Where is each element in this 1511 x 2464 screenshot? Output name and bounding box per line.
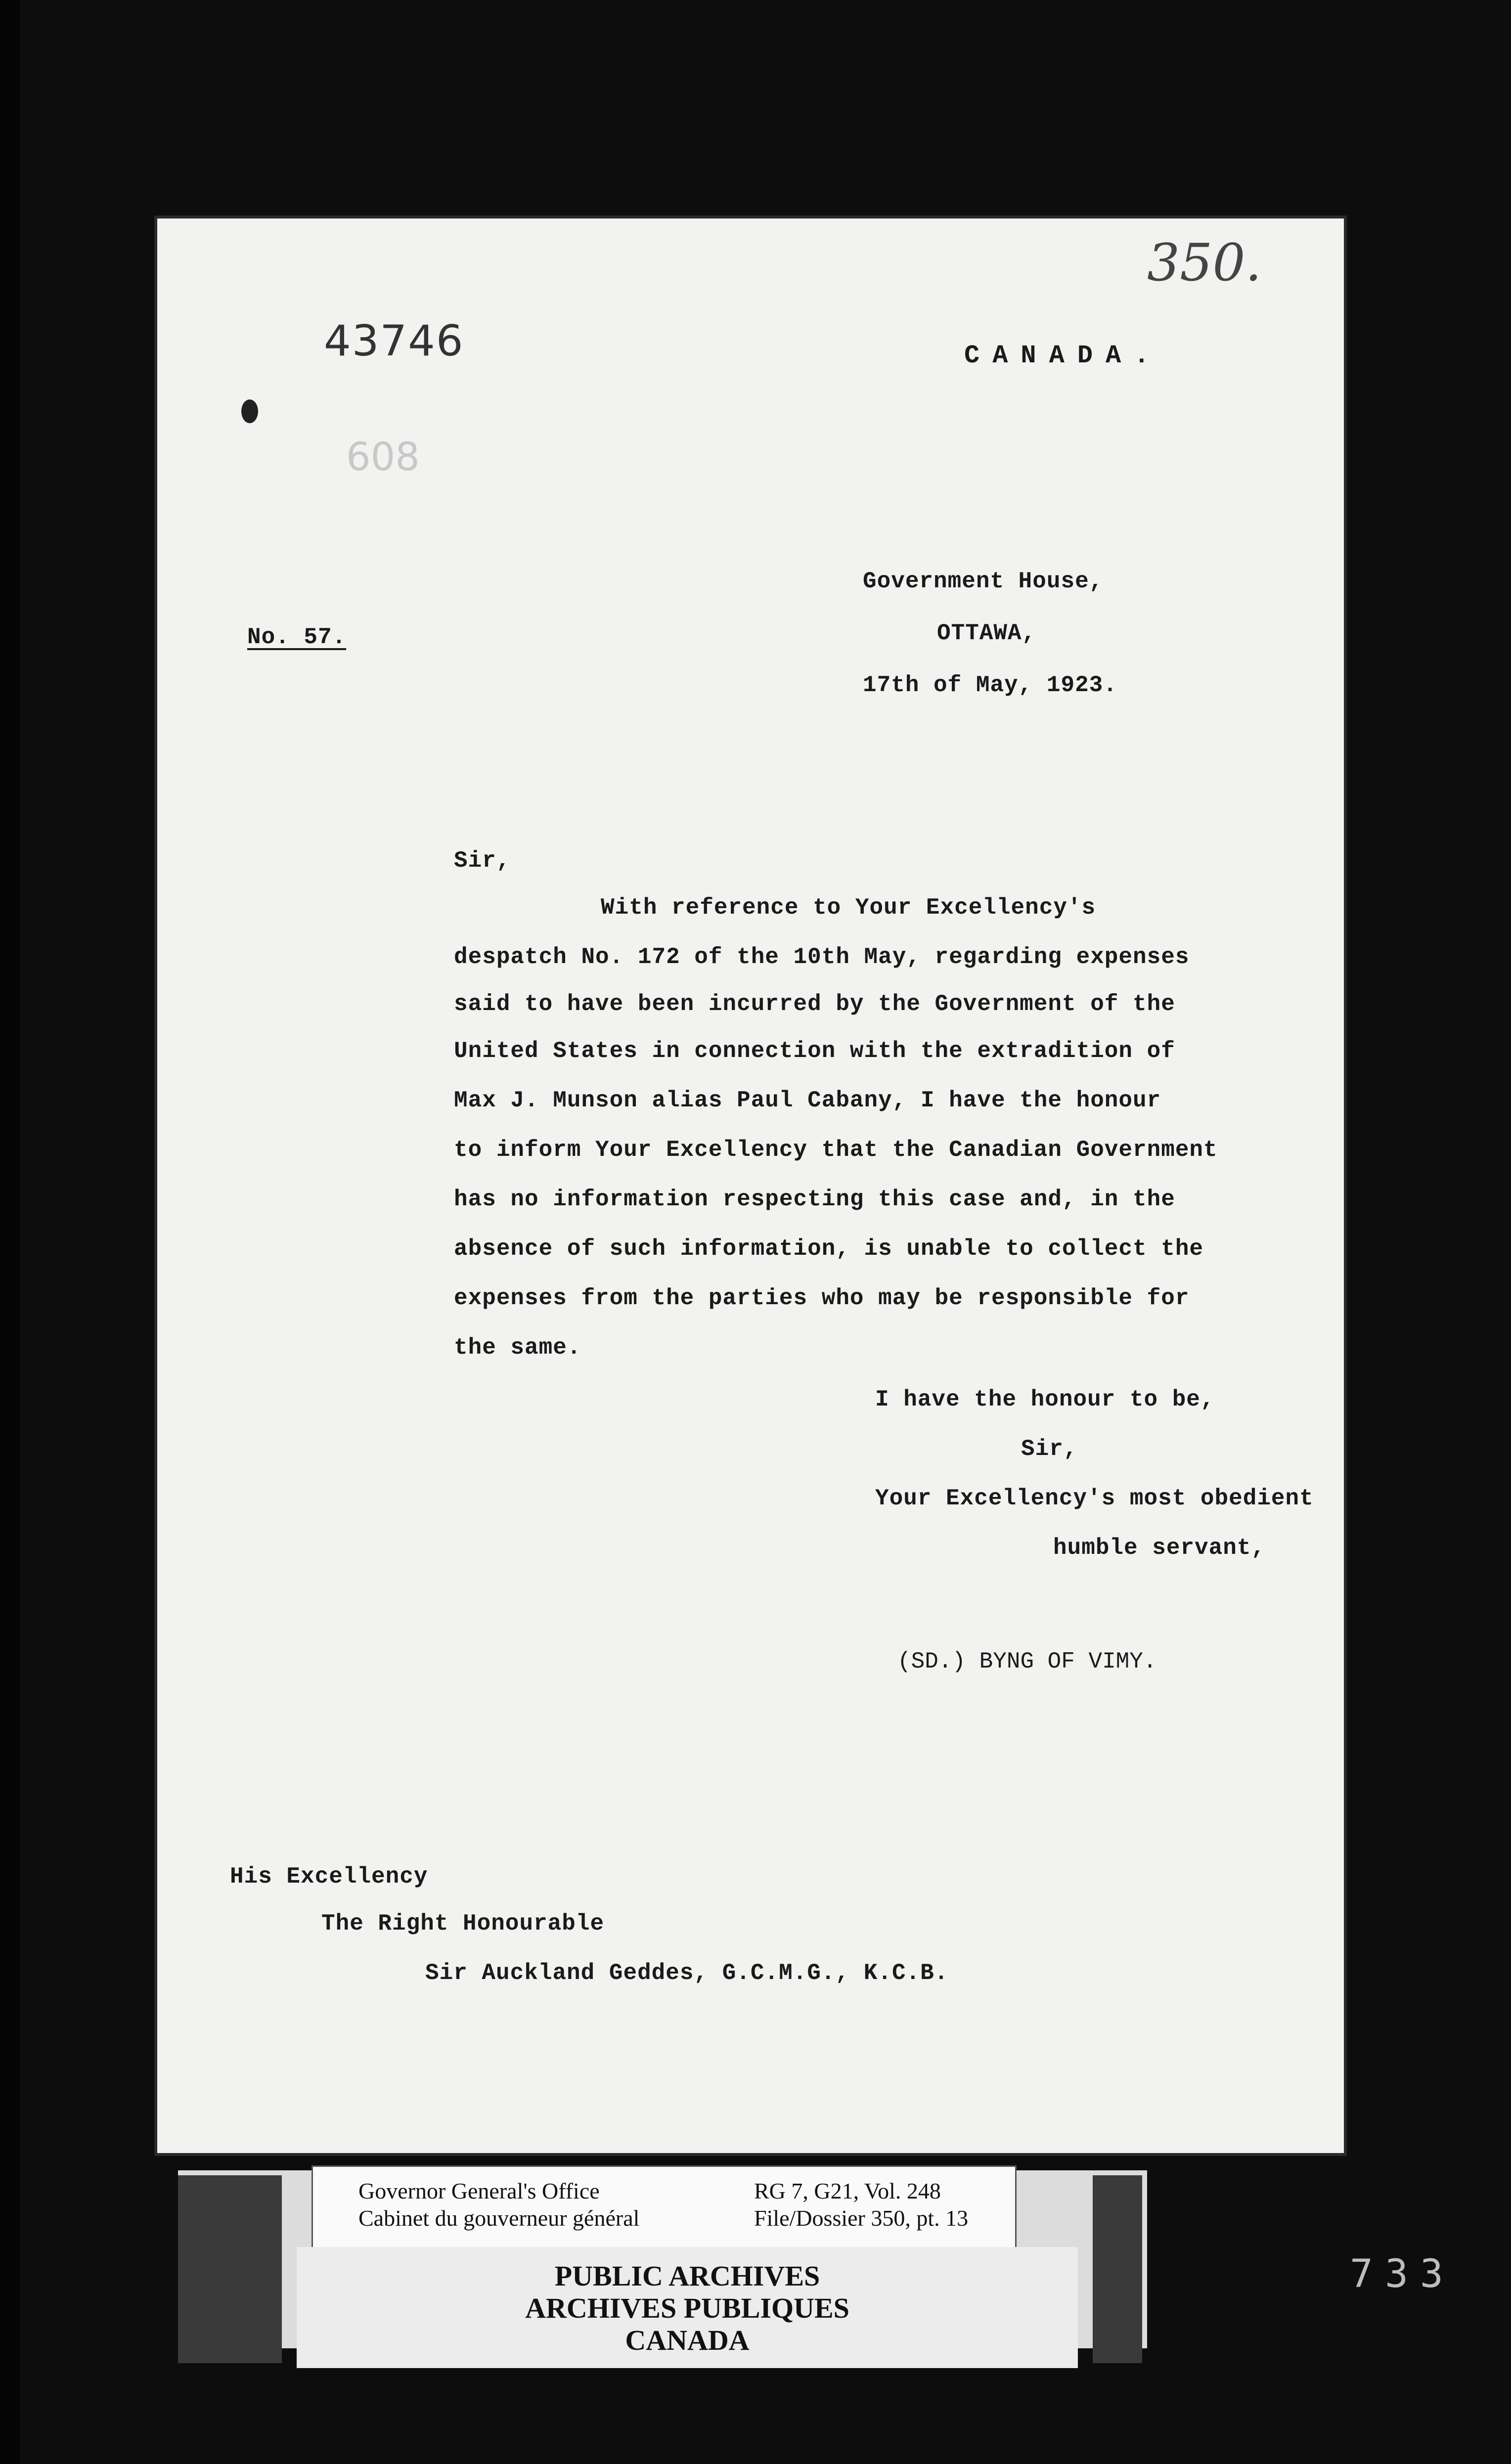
closing-line-4: humble servant, [1053, 1535, 1266, 1561]
body-line-8: absence of such information, is unable to collect the [454, 1236, 1204, 1262]
office-name-en: Governor General's Office [358, 2178, 600, 2203]
film-shadow-left [178, 2175, 282, 2363]
archives-line-3: CANADA [625, 2324, 750, 2356]
body-line-10: the same. [454, 1335, 581, 1361]
closing-line-1: I have the honour to be, [875, 1387, 1215, 1412]
salutation: Sir, [454, 848, 511, 874]
registry-faint-number: 608 [346, 435, 420, 480]
address-line-1: Government House, [863, 569, 1104, 594]
body-line-2: despatch No. 172 of the 10th May, regarding expenses [454, 944, 1190, 970]
body-line-7: has no information respecting this case and, in the [454, 1187, 1175, 1212]
despatch-number: No. 57. [247, 624, 347, 650]
address-date: 17th of May, 1923. [863, 672, 1117, 698]
body-line-6: to inform Your Excellency that the Canadian Government [454, 1137, 1218, 1163]
registry-number: 43746 [324, 316, 464, 366]
body-line-3: said to have been incurred by the Government of the [454, 991, 1175, 1017]
closing-line-2: Sir, [1021, 1436, 1078, 1462]
closing-line-3: Your Excellency's most obedient [875, 1486, 1314, 1511]
address-line-2: OTTAWA, [937, 620, 1036, 646]
body-line-4: United States in connection with the extradition of [454, 1038, 1175, 1064]
punch-mark [241, 399, 258, 423]
archives-line-1: PUBLIC ARCHIVES [554, 2260, 820, 2292]
recipient-line-2: The Right Honourable [321, 1911, 605, 1936]
recipient-line-3: Sir Auckland Geddes, G.C.M.G., K.C.B. [425, 1960, 949, 1986]
microfilm-frame-number: 733 [1350, 2252, 1455, 2296]
archive-file: File/Dossier 350, pt. 13 [754, 2205, 969, 2231]
signature: (SD.) BYNG OF VIMY. [897, 1649, 1157, 1674]
document-heading: CANADA. [964, 341, 1162, 370]
body-line-9: expenses from the parties who may be responsible for [454, 1285, 1190, 1311]
film-shadow-right [1093, 2175, 1142, 2363]
public-archives-banner [297, 2247, 1078, 2368]
office-name-fr: Cabinet du gouverneur général [358, 2205, 640, 2231]
archive-reference: RG 7, G21, Vol. 248 [754, 2178, 941, 2203]
recipient-line-1: His Excellency [230, 1864, 428, 1890]
film-edge [0, 0, 20, 2464]
archives-line-2: ARCHIVES PUBLIQUES [525, 2292, 849, 2324]
folio-number: 350. [1147, 232, 1262, 293]
body-line-1: With reference to Your Excellency's [601, 895, 1096, 921]
body-line-5: Max J. Munson alias Paul Cabany, I have the honour [454, 1088, 1161, 1113]
